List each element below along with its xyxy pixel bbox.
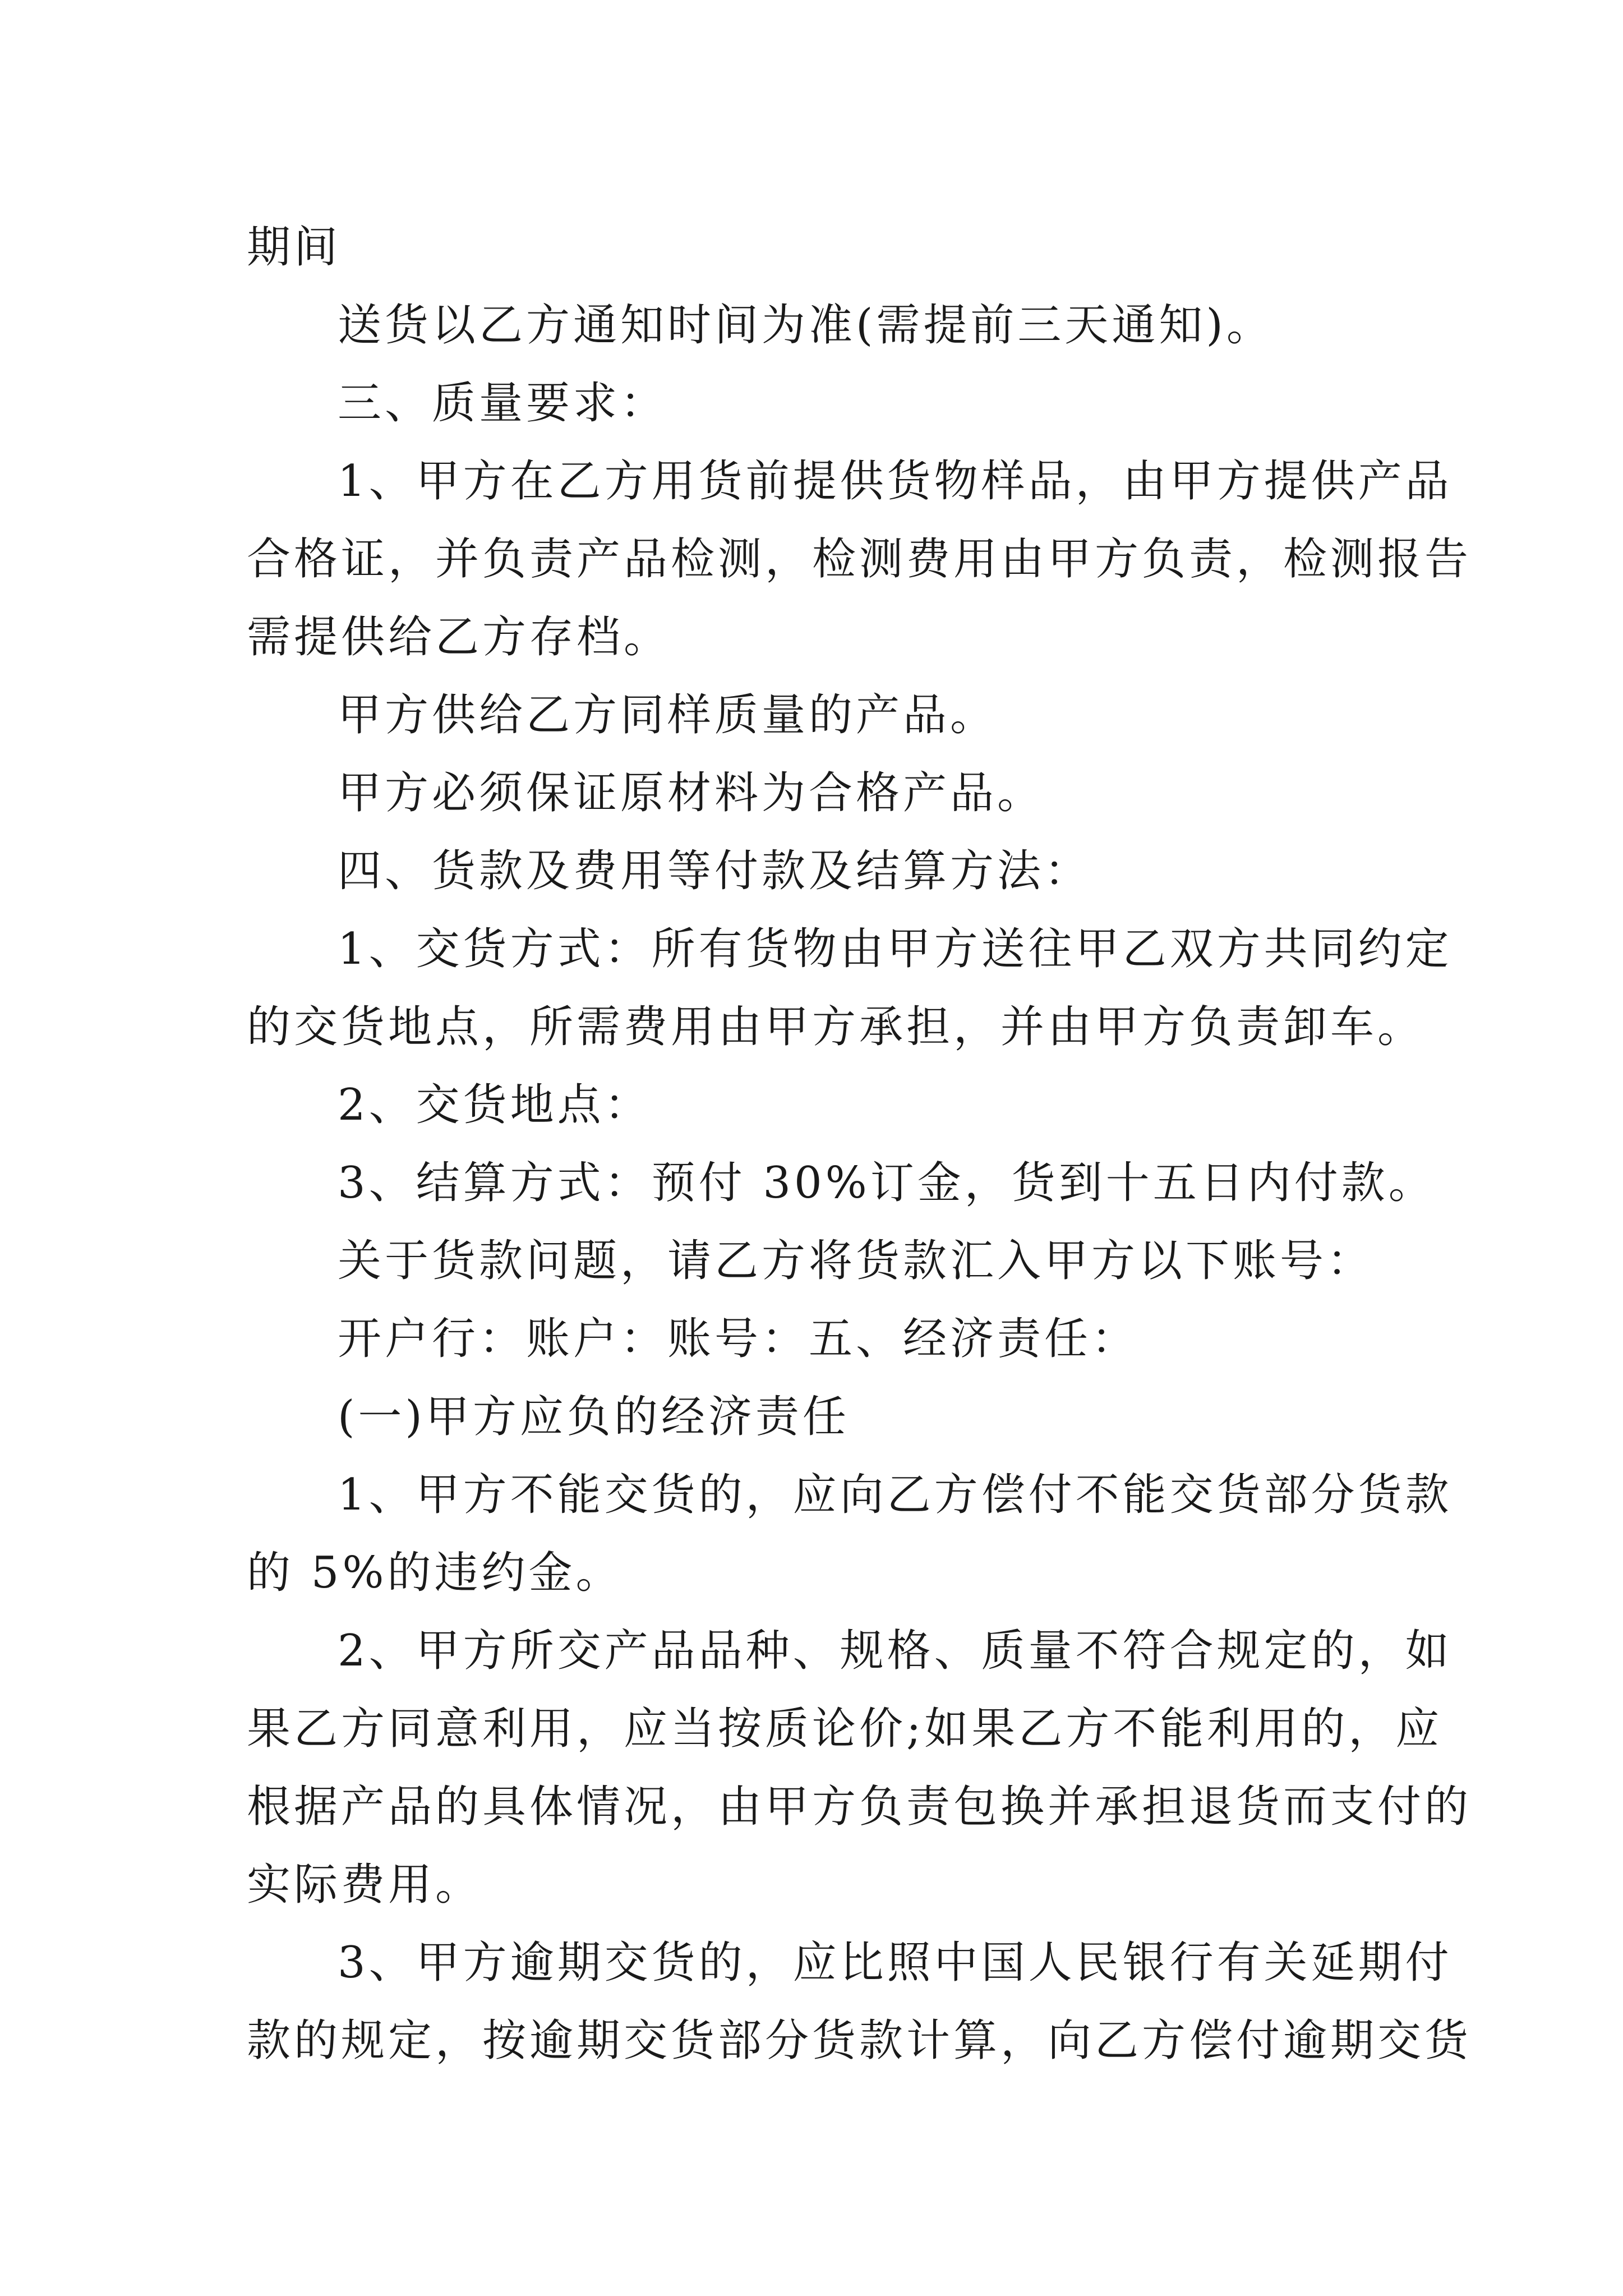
text-line: 1、交货方式：所有货物由甲方送往甲乙双方共同约定 [338, 924, 1453, 974]
text-line: 关于货款问题，请乙方将货款汇入甲方以下账号： [338, 1236, 1375, 1286]
text-line: 需提供给乙方存档。 [247, 612, 671, 662]
text-line: 3、结算方式：预付 30%订金，货到十五日内付款。 [338, 1158, 1436, 1208]
text-line: 合格证，并负责产品检测，检测费用由甲方负责，检测报告 [247, 534, 1472, 585]
text-line: 甲方必须保证原材料为合格产品。 [338, 768, 1045, 818]
text-line: 实际费用。 [247, 1860, 483, 1910]
text-line: 甲方供给乙方同样质量的产品。 [338, 690, 998, 740]
section-heading: 三、质量要求： [338, 378, 668, 429]
section-heading: 四、货款及费用等付款及结算方法： [338, 846, 1092, 896]
text-line: 款的规定，按逾期交货部分货款计算，向乙方偿付逾期交货 [247, 2016, 1472, 2066]
text-line: 的 5%的违约金。 [247, 1548, 623, 1598]
text-line: 1、甲方在乙方用货前提供货物样品，由甲方提供产品 [338, 456, 1453, 507]
text-line: 果乙方同意利用，应当按质论价;如果乙方不能利用的，应 [247, 1704, 1443, 1754]
text-line: 3、甲方逾期交货的，应比照中国人民银行有关延期付 [338, 1938, 1453, 1988]
text-line: 2、交货地点： [338, 1080, 652, 1130]
text-line: 的交货地点，所需费用由甲方承担，并由甲方负责卸车。 [247, 1002, 1425, 1052]
text-line: 开户行：账户：账号：五、经济责任： [338, 1314, 1139, 1364]
text-line: 期间 [247, 222, 342, 273]
text-line: 1、甲方不能交货的，应向乙方偿付不能交货部分货款 [338, 1470, 1453, 1520]
text-line: 送货以乙方通知时间为准(需提前三天通知)。 [338, 300, 1274, 351]
text-line: 根据产品的具体情况，由甲方负责包换并承担退货而支付的 [247, 1782, 1472, 1832]
document-body [247, 209, 1472, 2080]
text-line: 2、甲方所交产品品种、规格、质量不符合规定的，如 [338, 1626, 1453, 1676]
subsection-heading: (一)甲方应负的经济责任 [338, 1392, 850, 1442]
